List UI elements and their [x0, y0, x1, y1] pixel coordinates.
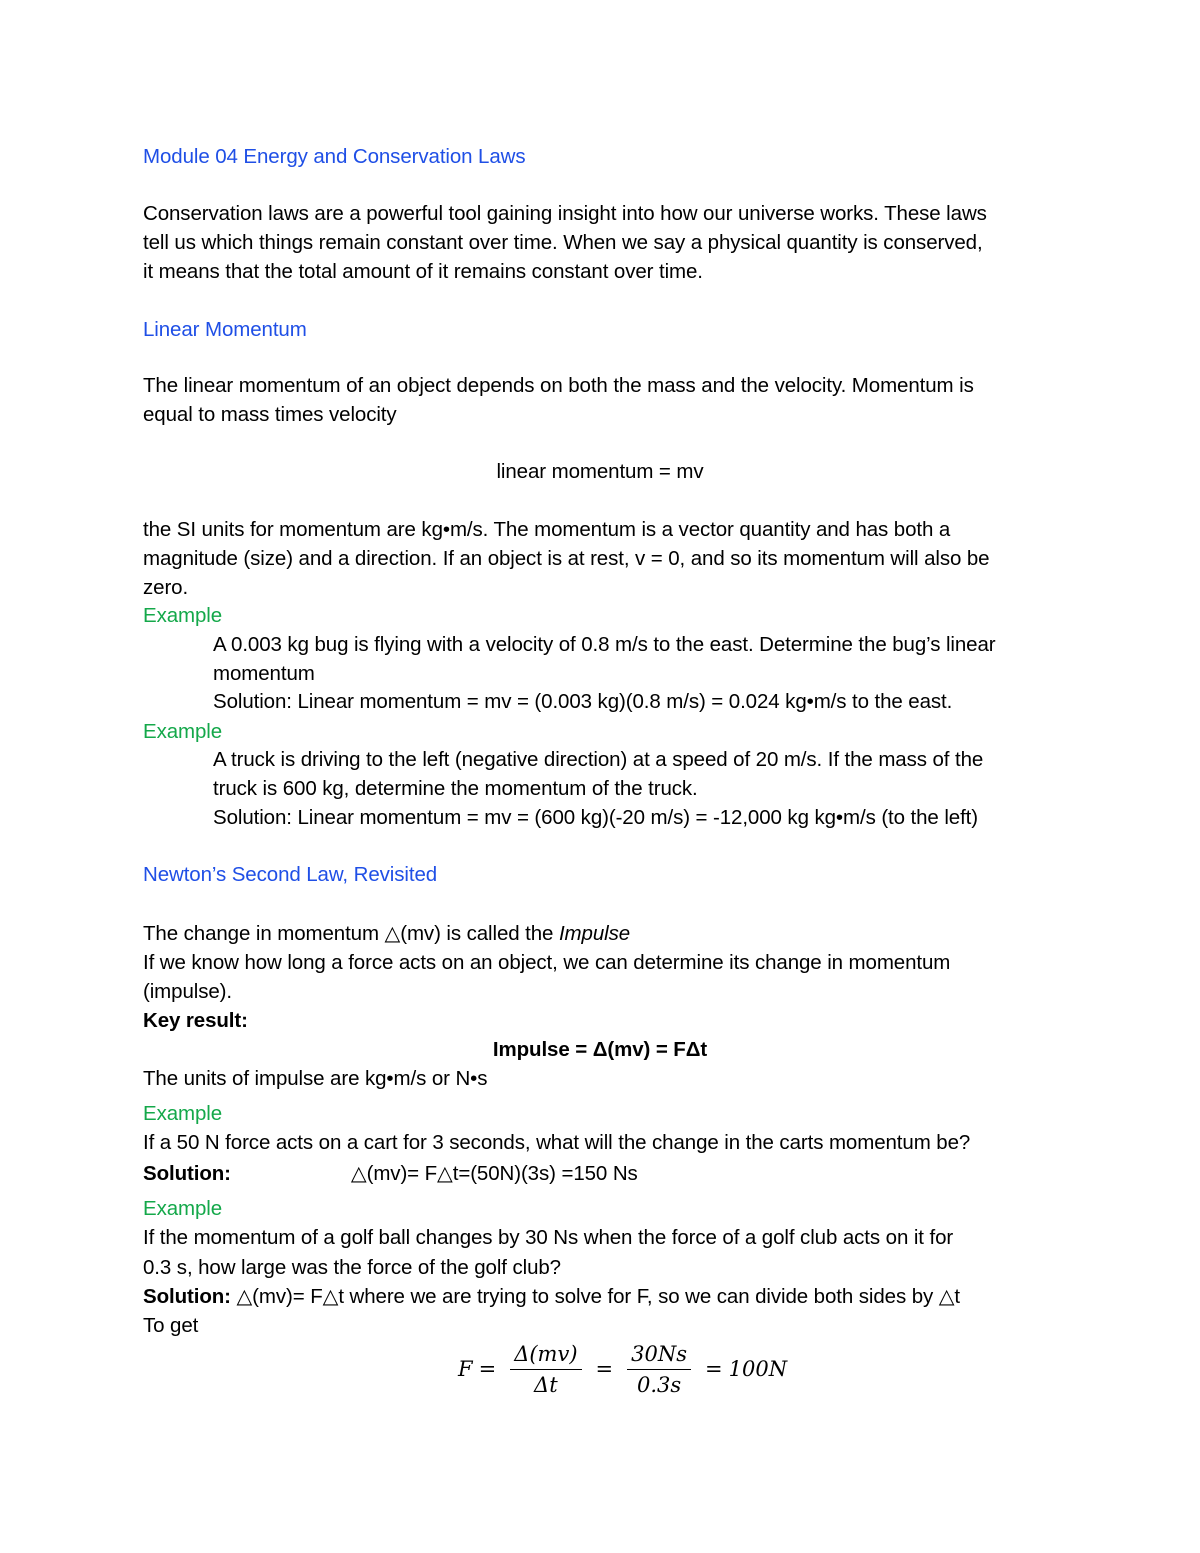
units-line: zero.	[143, 576, 189, 599]
example-line: A truck is driving to the left (negative direction) at a speed of 20 m/s. If the mass of the	[213, 748, 984, 771]
example-solution	[143, 1160, 638, 1188]
impulse-prefix: The change in momentum △(mv) is called the	[143, 922, 559, 945]
units-line: magnitude (size) and a direction. If an object is at rest, v = 0, and so its momentum will also be	[143, 547, 990, 570]
equation-result: 100N	[728, 1357, 788, 1381]
fraction-momentum-over-time	[510, 1341, 581, 1398]
to-get-line: To get	[143, 1314, 199, 1337]
fraction-numerator: Δ(mv)	[510, 1341, 581, 1370]
force-equation	[458, 1338, 787, 1400]
solution-label: Solution:	[143, 1285, 231, 1308]
fraction-denominator: 0.3s	[636, 1372, 682, 1397]
example-question: If a 50 N force acts on a cart for 3 seconds, what will the change in the carts momentum be?	[143, 1131, 971, 1154]
equation-lhs: F	[458, 1357, 473, 1381]
key-result-label: Key result:	[143, 1009, 248, 1032]
momentum-paragraph-line: equal to mass times velocity	[143, 403, 397, 426]
example-label: Example	[143, 604, 223, 627]
impulse-term: Impulse	[558, 922, 631, 945]
intro-line: tell us which things remain constant over time. When we say a physical quantity is conserved,	[143, 231, 983, 254]
example-line: A 0.003 kg bug is flying with a velocity of 0.8 m/s to the east. Determine the bug’s linear	[213, 633, 996, 656]
units-line: the SI units for momentum are kg•m/s. The momentum is a vector quantity and has both a	[143, 518, 951, 541]
example-line: truck is 600 kg, determine the momentum of the truck.	[213, 777, 698, 800]
momentum-formula: linear momentum = mv	[496, 460, 704, 483]
solution-text: △(mv)= F△t where we are trying to solve for F, so we can divide both sides by △t	[230, 1285, 961, 1308]
fraction-denominator: Δt	[534, 1372, 558, 1397]
equals-sign: =	[705, 1357, 723, 1381]
impulse-line: (impulse).	[143, 980, 232, 1003]
equals-sign: =	[478, 1357, 497, 1381]
intro-line: it means that the total amount of it remains constant over time.	[143, 260, 703, 283]
section-heading-linear-momentum: Linear Momentum	[143, 318, 307, 341]
fraction-values	[627, 1341, 691, 1398]
page-title: Module 04 Energy and Conservation Laws	[143, 145, 526, 168]
fraction-numerator: 30Ns	[627, 1341, 691, 1370]
impulse-units-line: The units of impulse are kg•m/s or N•s	[143, 1067, 488, 1090]
section-heading-newton: Newton’s Second Law, Revisited	[143, 863, 438, 886]
solution-text: △(mv)= F△t=(50N)(3s) =150 Ns	[350, 1162, 638, 1185]
example-label: Example	[143, 1102, 223, 1125]
example-label: Example	[143, 1197, 223, 1220]
example-line: momentum	[213, 662, 315, 685]
example-solution: Solution: Linear momentum = mv = (600 kg)(-20 m/s) = -12,000 kg kg•m/s (to the left)	[213, 806, 979, 829]
example-solution: Solution: Linear momentum = mv = (0.003 kg)(0.8 m/s) = 0.024 kg•m/s to the east.	[213, 690, 953, 713]
equals-sign: =	[595, 1357, 614, 1381]
impulse-formula: Impulse = Δ(mv) = FΔt	[492, 1038, 708, 1061]
example-solution	[143, 1283, 960, 1311]
impulse-line: If we know how long a force acts on an object, we can determine its change in momentum	[143, 951, 951, 974]
momentum-paragraph-line: The linear momentum of an object depends on both the mass and the velocity. Momentum is	[143, 374, 974, 397]
solution-label: Solution:	[143, 1162, 231, 1185]
impulse-definition	[143, 920, 630, 948]
example-question: 0.3 s, how large was the force of the golf club?	[143, 1256, 561, 1279]
example-question: If the momentum of a golf ball changes by 30 Ns when the force of a golf club acts on it for	[143, 1226, 954, 1249]
example-label: Example	[143, 720, 223, 743]
intro-line: Conservation laws are a powerful tool gaining insight into how our universe works. These laws	[143, 202, 987, 225]
